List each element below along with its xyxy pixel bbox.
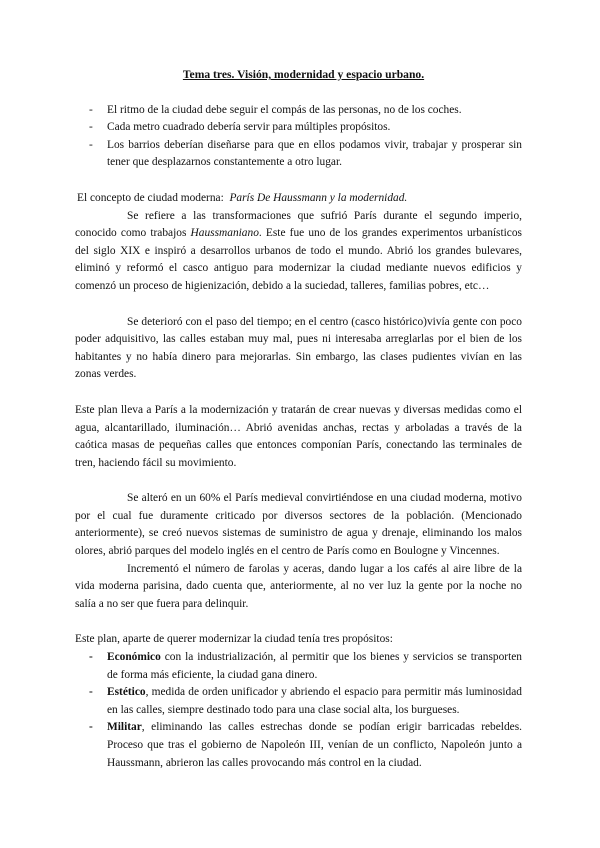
paragraph-haussmann	[75, 208, 522, 296]
purpose-term: Militar	[107, 721, 142, 734]
purpose-item-economic	[75, 649, 522, 684]
paragraph-text: Se refiere a las transformaciones que sufrió París durante el segundo imperio, conocido como trabajos	[75, 209, 522, 240]
purpose-term: Estético	[107, 686, 146, 699]
heading-prefix: El concepto de ciudad moderna:	[77, 191, 224, 204]
paragraph-alteration: Se alteró en un 60% el París medieval convirtiéndose en una ciudad moderna, motivo por el cual fue duramente criticado por diversos sectores de la población. (Mencionado anteriormente), se creó nuevos sistemas de suministro de agua y drenaje, eliminando los malos olores, abrió parques del modelo inglés en el centro de París como en Boulogne y Vincennes.	[75, 492, 522, 558]
intro-list	[75, 102, 522, 172]
list-item: - Cada metro cuadrado debería servir para múltiples propósitos.	[75, 119, 522, 137]
purpose-item-military	[75, 719, 522, 772]
purpose-text: , eliminando las calles estrechas donde se podían erigir barricadas rebeldes. Proceso que tras el gobierno de Napoleón III, venían de un conflicto, Napoleón junto a Haussmann, abrieron las calles provocando más control en la ciudad.	[107, 721, 522, 769]
paragraph-street-lights: Incrementó el número de farolas y aceras, dando lugar a los cafés al aire libre de la vida moderna parisina, dado cuenta que, anteriormente, al no ver luz la gente por la noche no salía a no ser que fuera para delinquir.	[75, 562, 522, 610]
section-heading	[77, 190, 522, 208]
heading-italic: París De Haussmann y la modernidad.	[229, 191, 408, 204]
purpose-text: con la industrialización, al permitir que los bienes y servicios se transporten de forma más eficiente, la ciudad gana dinero.	[107, 651, 522, 681]
paragraph-italic-term: Haussmaniano	[190, 227, 259, 240]
paragraph-deterioration: Se deterioró con el paso del tiempo; en el centro (casco histórico)vivía gente con poco poder adquisitivo, las calles estaban muy mal, pues ni interesaba arreglarlas por el bien de los habitantes y no había dinero para mejorarlas. Sin embargo, las clases pudientes vivían en las zonas verdes.	[75, 315, 522, 381]
purpose-item-aesthetic	[75, 684, 522, 719]
paragraph-purposes-intro: Este plan, aparte de querer modernizar la ciudad tenía tres propósitos:	[75, 633, 393, 646]
page-title: Tema tres. Visión, modernidad y espacio urbano.	[182, 68, 425, 81]
list-item: - El ritmo de la ciudad debe seguir el compás de las personas, no de los coches.	[75, 102, 522, 120]
purposes-list	[75, 649, 522, 772]
paragraph-plan: Este plan lleva a París a la modernización y tratarán de crear nuevas y diversas medidas como el agua, alcantarillado, iluminación… Abrió avenidas anchas, rectas y arboladas a través de la caótica masas de pequeñas calles que entonces componían París, conectando las terminales de tren, haciendo fácil su movimiento.	[75, 403, 522, 469]
list-item: - Los barrios deberían diseñarse para que en ellos podamos vivir, trabajar y prosperar sin tener que desplazarnos constantemente a otro lugar.	[75, 137, 522, 172]
paragraph-text: . Este fue uno de los grandes experimentos urbanísticos del siglo XIX e inspiró a desarrollos urbanos de todo el mundo. Abrió los grandes bulevares, eliminó y reformó el casco antiguo para modernizar la ciudad mediante nuevos edificios y comenzó un proceso de higienización, debido a la suciedad, talleres, familias pobres, etc…	[75, 227, 522, 292]
purpose-text: , medida de orden unificador y abriendo el espacio para permitir más luminosidad en las calles, siempre destinado todo para una clase social alta, los burgueses.	[107, 686, 522, 716]
purpose-term: Económico	[107, 651, 161, 664]
